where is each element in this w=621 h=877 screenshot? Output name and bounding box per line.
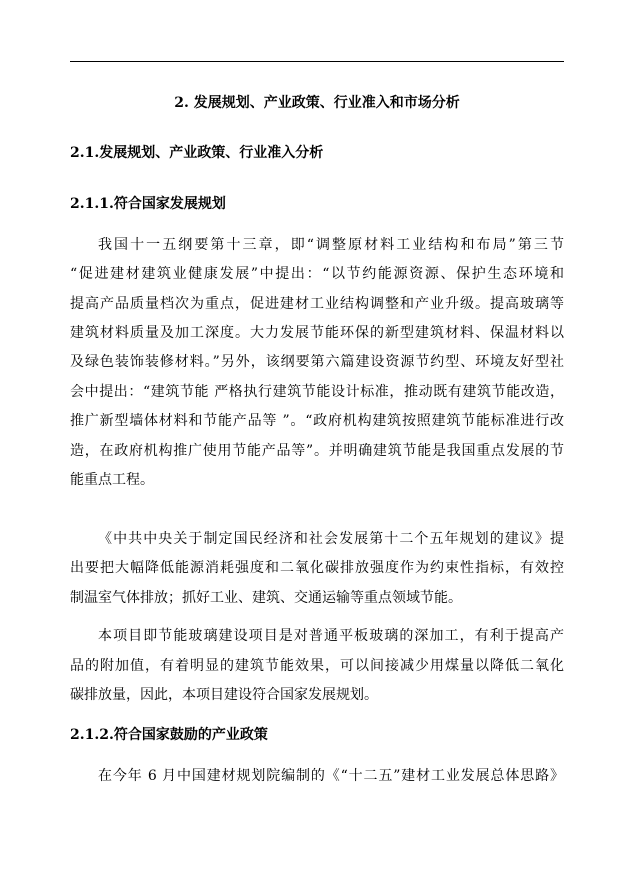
paragraph-line: “促进建材建筑业健康发展”中提出：“以节约能源资源、保护生态环境和 (70, 266, 564, 282)
paragraph-line: 能重点工程。 (70, 472, 154, 488)
paragraph-line: 及绿色装饰装修材料。”另外，该纲要第六篇建设资源节约型、环境友好型社 (70, 354, 564, 370)
paragraph-line: 造，在政府机构推广使用节能产品等”。并明确建筑节能是我国重点发展的节 (70, 443, 564, 459)
paragraph-line: 出要把大幅降低能源消耗强度和二氧化碳排放强度作为约束性指标，有效控 (70, 560, 564, 576)
paragraph-line: 《中共中央关于制定国民经济和社会发展第十二个五年规划的建议》提 (98, 531, 564, 547)
paragraph-line: 品的附加值，有着明显的建筑节能效果，可以间接减少用煤量以降低二氧化 (70, 658, 564, 674)
paragraph-line: 本项目即节能玻璃建设项目是对普通平板玻璃的深加工，有利于提高产 (98, 628, 564, 644)
paragraph-line: 推广新型墙体材料和节能产品等 ”。“政府机构建筑按照建筑节能标准进行改 (70, 413, 564, 429)
header-rule (70, 61, 564, 62)
paragraph-line: 建筑材料质量及加工深度。大力发展节能环保的新型建筑材料、保温材料以 (70, 325, 564, 341)
paragraph-line: 在今年 6 月中国建材规划院编制的《“十二五”建材工业发展总体思路》 (98, 768, 564, 784)
paragraph-line: 制温室气体排放；抓好工业、建筑、交通运输等重点领域节能。 (70, 590, 462, 606)
paragraph-line: 碳排放量，因此，本项目建设符合国家发展规划。 (70, 687, 378, 703)
section-heading-2-1-2: 2.1.2.符合国家鼓励的产业政策 (70, 727, 268, 743)
section-heading-2-1: 2.1.发展规划、产业政策、行业准入分析 (70, 145, 324, 161)
paragraph-line: 会中提出：“建筑节能 严格执行建筑节能设计标准，推动既有建筑节能改造， (70, 384, 564, 400)
paragraph-line: 我国十一五纲要第十三章，即“调整原材料工业结构和布局”第三节 (98, 237, 564, 253)
chapter-title: 2. 发展规划、产业政策、行业准入和市场分析 (174, 95, 460, 111)
section-heading-2-1-1: 2.1.1.符合国家发展规划 (70, 196, 226, 212)
paragraph-line: 提高产品质量档次为重点，促进建材工业结构调整和产业升级。提高玻璃等 (70, 296, 564, 312)
